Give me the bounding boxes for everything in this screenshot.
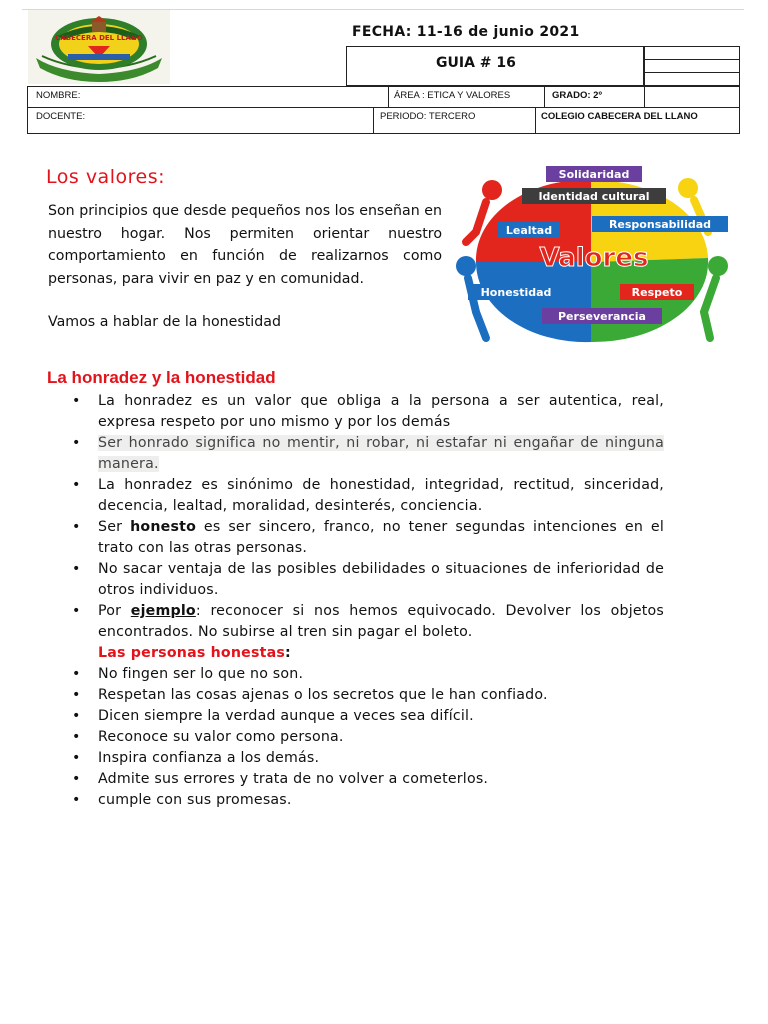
bullet-icon: • <box>72 666 81 682</box>
people-heading: Las personas honestas: <box>98 645 291 661</box>
grado-label: GRADO: 2º <box>552 90 602 101</box>
values-paragraph: Son principios que desde pequeños nos los enseñan en nuestro hogar. Nos permiten orientar nuestro comportamiento en función de realizarnos como personas, para vivir en paz y en comunidad. <box>48 203 442 287</box>
honesty-list <box>68 391 664 811</box>
list-item: • No fingen ser lo que no son. <box>68 664 664 685</box>
values-title: Los valores: <box>46 166 165 188</box>
bullet-icon: • <box>72 750 81 766</box>
area-label: ÁREA : ETICA Y VALORES <box>394 90 511 101</box>
word-lealtad: Lealtad <box>505 224 553 237</box>
list-item: • La honradez es un valor que obliga a la persona a ser autentica, real, expresa respeto por uno mismo y por los demás <box>72 393 664 430</box>
bullet-icon: • <box>72 792 81 808</box>
honesty-lead: Vamos a hablar de la honestidad <box>48 314 281 330</box>
bullet-icon: • <box>72 729 81 745</box>
list-item: • Inspira confianza a los demás. <box>68 748 664 769</box>
word-respeto: Respeto <box>631 286 683 299</box>
date-label: FECHA: 11-16 de junio 2021 <box>352 24 580 40</box>
word-honestidad: Honestidad <box>480 286 552 299</box>
list-item: • Admite sus errores y trata de no volver a cometerlos. <box>68 769 664 790</box>
list-item: • Reconoce su valor como persona. <box>68 727 664 748</box>
bullet-icon: • <box>72 771 81 787</box>
svg-text:CABECERA DEL LLANO: CABECERA DEL LLANO <box>55 34 143 42</box>
nombre-label: NOMBRE: <box>36 90 81 101</box>
bullet-icon: • <box>72 708 81 724</box>
bullet-icon: • <box>72 519 81 535</box>
info-row-1 <box>27 86 740 108</box>
bullet-icon: • <box>72 561 81 577</box>
bullet-icon: • <box>72 477 81 493</box>
bullet-icon: • <box>72 687 81 703</box>
info-row-2 <box>27 108 740 134</box>
list-item: • Ser honesto es ser sincero, franco, no tener segundas intenciones en el trato con las otras personas. <box>72 519 664 556</box>
guide-number: GUIA # 16 <box>436 55 516 71</box>
side-grid <box>644 46 740 86</box>
bullet-icon: • <box>72 393 81 409</box>
list-item: • Ser honrado significa no mentir, ni robar, ni estafar ni engañar de ninguna manera. <box>72 435 664 472</box>
colegio-label: COLEGIO CABECERA DEL LLANO <box>541 111 698 122</box>
list-item: • No sacar ventaja de las posibles debilidades o situaciones de inferioridad de otros individuos. <box>72 561 664 598</box>
list-item: • cumple con sus promesas. <box>68 790 664 811</box>
honesty-section-title: La honradez y la honestidad <box>47 368 276 387</box>
values-puzzle-graphic <box>446 162 736 348</box>
list-item: • La honradez es sinónimo de honestidad, integridad, rectitud, sinceridad, decencia, lealtad, moralidad, desinterés, conciencia. <box>72 477 664 514</box>
word-identidad-cultural: Identidad cultural <box>538 190 650 203</box>
list-item: • Respetan las cosas ajenas o los secretos que le han confiado. <box>68 685 664 706</box>
word-perseverancia: Perseverancia <box>558 310 646 323</box>
list-item: • Dicen siempre la verdad aunque a veces sea difícil. <box>68 706 664 727</box>
word-solidaridad: Solidaridad <box>558 168 630 181</box>
list-item: • Por ejemplo: reconocer si nos hemos equivocado. Devolver los objetos encontrados. No subirse al tren sin pagar el boleto. <box>72 603 665 640</box>
word-responsabilidad: Responsabilidad <box>608 218 712 231</box>
bullet-icon: • <box>72 603 81 619</box>
periodo-label: PERIODO: TERCERO <box>380 111 476 122</box>
docente-label: DOCENTE: <box>36 111 86 122</box>
graphic-center-word: Valores <box>539 243 649 273</box>
school-logo <box>28 10 170 84</box>
bullet-icon: • <box>72 435 81 451</box>
